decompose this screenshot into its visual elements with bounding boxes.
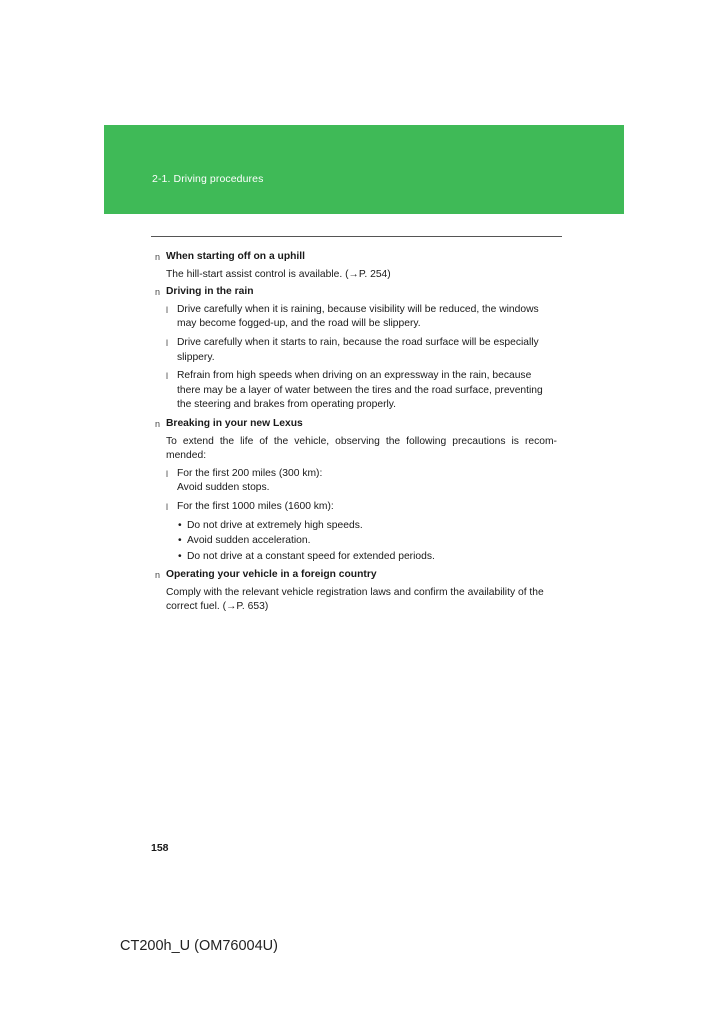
page-number: 158 xyxy=(151,842,169,854)
section-title: 2-1. Driving procedures xyxy=(152,173,264,185)
breaking-in-item-line: Avoid sudden stops. xyxy=(177,482,270,494)
document-code: CT200h_U (OM76004U) xyxy=(120,938,278,954)
rain-item xyxy=(155,369,557,413)
section-header-band xyxy=(104,125,624,214)
rain-item-text: Drive carefully when it is raining, because visibility will be reduced, the windows may become fogged-up, and the road will be slippery. xyxy=(177,303,539,330)
heading-foreign xyxy=(155,568,557,583)
heading-title: Operating your vehicle in a foreign country xyxy=(166,569,377,581)
heading-title: When starting off on a uphill xyxy=(166,251,305,262)
bullet-marker: l xyxy=(166,371,168,382)
heading-breaking-in xyxy=(155,417,557,432)
heading-rain xyxy=(155,285,557,300)
sub-item-text: Avoid sudden acceleration. xyxy=(187,535,311,547)
sub-item-text: Do not drive at extremely high speeds. xyxy=(187,519,363,531)
rain-item xyxy=(155,303,557,332)
rain-item-text: Drive carefully when it starts to rain, because the road surface will be especially slippery. xyxy=(177,336,539,363)
heading-marker: n xyxy=(155,252,161,262)
sub-bullet: • xyxy=(178,519,182,531)
breaking-in-item-text: For the first 1000 miles (1600 km): xyxy=(177,500,334,512)
heading-marker: n xyxy=(155,570,161,581)
breaking-in-item xyxy=(155,500,557,515)
heading-title: Driving in the rain xyxy=(166,286,254,298)
rain-item xyxy=(155,336,557,365)
breaking-in-item xyxy=(155,467,557,496)
uphill-text: The hill-start assist control is available. (→P. 254) xyxy=(166,268,391,280)
divider-line xyxy=(151,236,562,237)
sub-bullet: • xyxy=(178,535,182,547)
page-content xyxy=(155,250,557,618)
sub-list xyxy=(155,519,557,565)
sub-item xyxy=(155,519,557,534)
sub-bullet: • xyxy=(178,550,182,562)
foreign-text: Comply with the relevant vehicle registration laws and confirm the availability of the correct fuel. (→P. 653) xyxy=(166,586,544,613)
breaking-in-item-line: For the first 200 miles (300 km): xyxy=(177,467,323,479)
bullet-marker: l xyxy=(166,501,168,512)
bullet-marker: l xyxy=(166,468,168,479)
heading-uphill xyxy=(155,250,557,265)
sub-item xyxy=(155,534,557,549)
bullet-marker: l xyxy=(166,304,168,315)
heading-marker: n xyxy=(155,418,161,429)
heading-marker: n xyxy=(155,287,161,298)
sub-item-text: Do not drive at a constant speed for extended periods. xyxy=(187,550,435,562)
breaking-in-intro: To extend the life of the vehicle, observing the following precautions is recom-mended: xyxy=(166,435,557,462)
bullet-marker: l xyxy=(166,337,168,348)
heading-title: Breaking in your new Lexus xyxy=(166,417,303,429)
sub-item xyxy=(155,550,557,565)
rain-item-text: Refrain from high speeds when driving on an expressway in the rain, because there may be a layer of water between the tires and the road surface, preventing the steering and brakes from operating properly. xyxy=(177,370,543,411)
